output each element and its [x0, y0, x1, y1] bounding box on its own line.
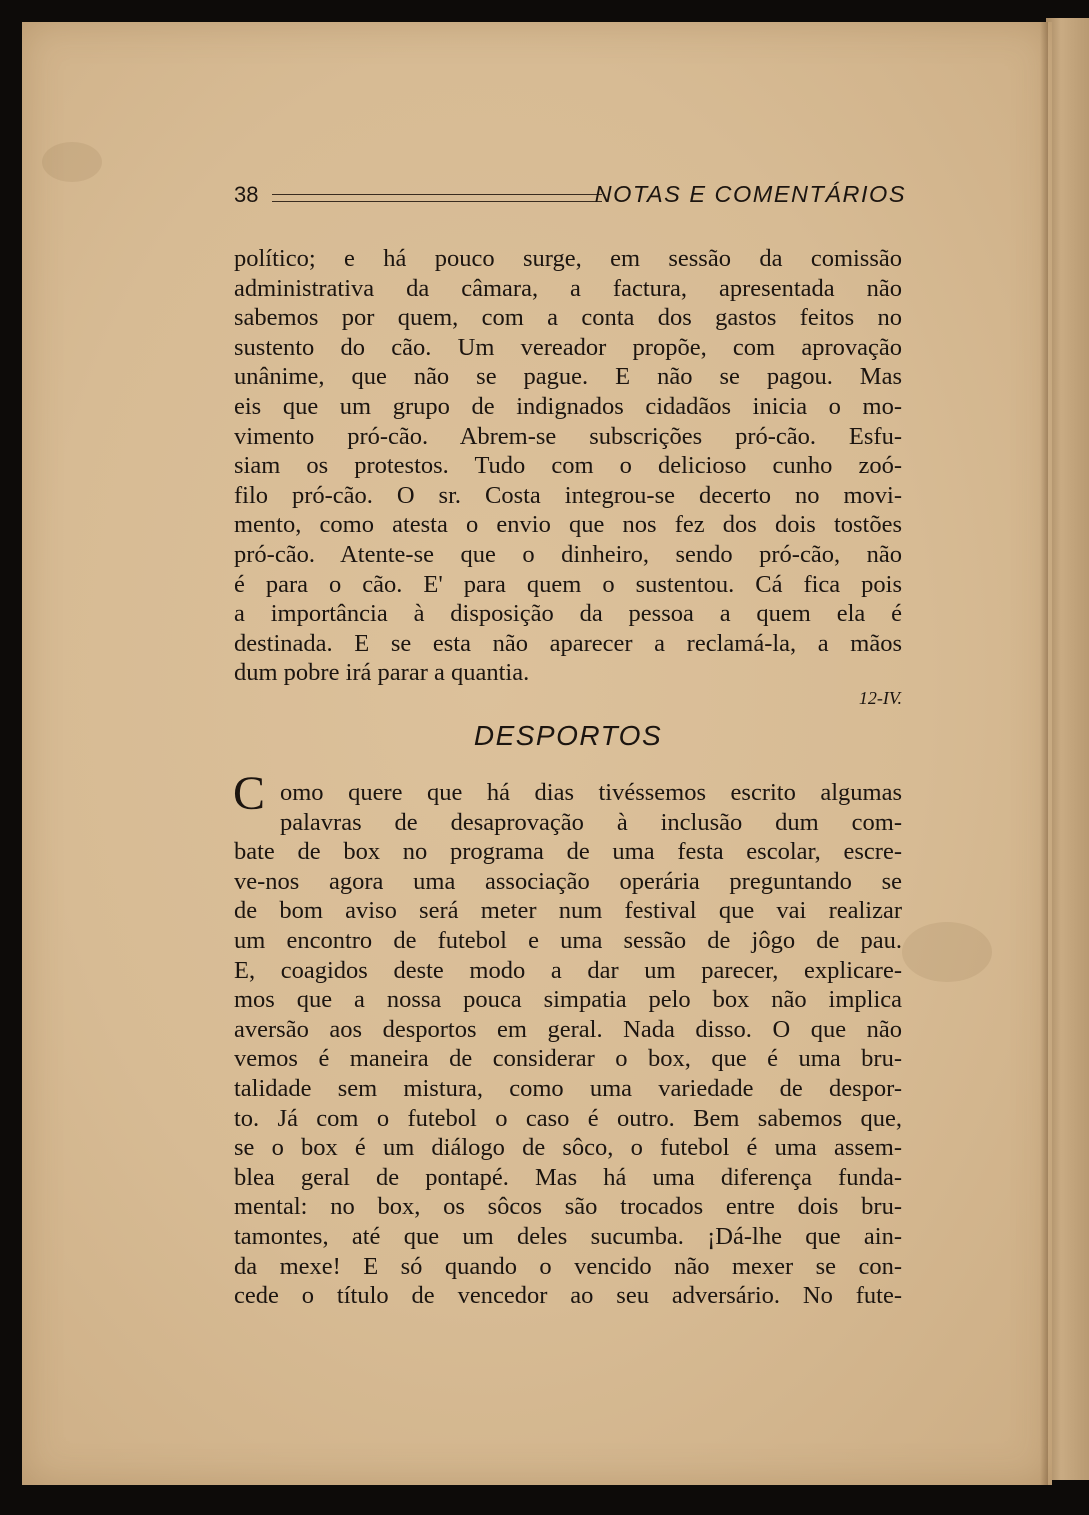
text-line: é para o cão. E' para quem o sustentou. Cá fica pois	[234, 570, 902, 598]
text-line: vemos é maneira de considerar o box, que é uma bru-	[234, 1045, 902, 1073]
text-line: tamontes, até que um deles sucumba. ¡Dá-lhe que ain-	[234, 1222, 902, 1250]
paper-stain	[902, 922, 992, 982]
text-line: unânime, que não se pague. E não se pagou. Mas	[234, 363, 902, 391]
text-line: blea geral de pontapé. Mas há uma diferença funda-	[234, 1163, 902, 1191]
text-line: palavras de desaprovação à inclusão dum com-	[280, 808, 902, 836]
running-title: NOTAS E COMENTÁRIOS	[594, 181, 906, 207]
page-gutter-shadow	[1040, 22, 1048, 1485]
article-date: 12-IV.	[858, 688, 902, 708]
text-line: siam os protestos. Tudo com o delicioso cunho zoó-	[234, 452, 902, 480]
text-line: mento, como atesta o envio que nos fez dos dois tostões	[234, 511, 902, 539]
header-double-rule	[272, 194, 602, 202]
text-line: da mexe! E só quando o vencido não mexer se con-	[234, 1252, 902, 1280]
text-line: aversão aos desportos em geral. Nada disso. O que não	[234, 1015, 902, 1043]
text-line: de bom aviso será meter num festival que vai realizar	[234, 897, 902, 925]
paper-stain	[42, 142, 102, 182]
text-line: vimento pró-cão. Abrem-se subscrições pró-cão. Esfu-	[234, 422, 902, 450]
text-line: político; e há pouco surge, em sessão da comissão	[234, 245, 902, 272]
text-line: bate de box no programa de uma festa escolar, escre-	[234, 838, 902, 866]
text-line: mental: no box, os sôcos são trocados entre dois bru-	[234, 1193, 902, 1221]
text-line: mos que a nossa pouca simpatia pelo box não implica	[234, 986, 902, 1014]
text-line: dum pobre irá parar a quantia.	[234, 659, 530, 687]
adjacent-page-edge	[1046, 18, 1089, 1480]
running-header	[234, 180, 906, 214]
text-line: ve-nos agora uma associação operária preguntando se	[234, 867, 902, 895]
text-line: cede o título de vencedor ao seu adversário. No fute-	[234, 1282, 902, 1310]
text-line: a importância à disposição da pessoa a quem ela é	[234, 600, 902, 628]
text-line: talidade sem mistura, como uma variedade de despor-	[234, 1074, 902, 1102]
text-line: destinada. E se esta não aparecer a reclamá-la, a mãos	[234, 629, 902, 657]
drop-cap-initial: C	[233, 767, 266, 820]
text-line: um encontro de futebol e uma sessão de jôgo de pau.	[234, 926, 902, 954]
text-line: sabemos por quem, com a conta dos gastos feitos no	[234, 304, 902, 332]
text-line: E, coagidos deste modo a dar um parecer, explicare-	[234, 956, 902, 984]
text-line: se o box é um diálogo de sôco, o futebol é uma assem-	[234, 1134, 902, 1162]
text-line: filo pró-cão. O sr. Costa integrou-se decerto no movi-	[234, 481, 902, 509]
text-line: omo quere que há dias tivéssemos escrito algumas	[280, 779, 902, 806]
text-line: eis que um grupo de indignados cidadãos inicia o mo-	[234, 392, 902, 420]
text-line: to. Já com o futebol o caso é outro. Bem sabemos que,	[234, 1104, 902, 1132]
section-heading: DESPORTOS	[473, 720, 663, 751]
text-line: sustento do cão. Um vereador propõe, com aprovação	[234, 333, 902, 361]
page-number: 38	[234, 182, 259, 207]
article-2-body	[234, 778, 902, 1311]
text-line: administrativa da câmara, a factura, apresentada não	[234, 274, 902, 302]
article-1-body	[234, 244, 902, 688]
text-line: pró-cão. Atente-se que o dinheiro, sendo pró-cão, não	[234, 540, 902, 568]
